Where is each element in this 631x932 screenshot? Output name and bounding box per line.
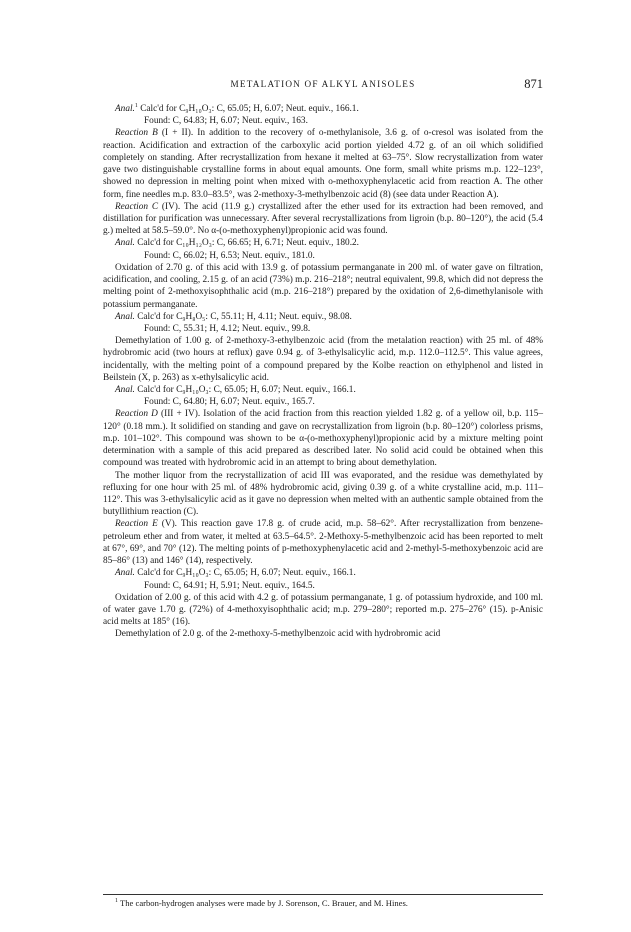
page-header — [103, 77, 543, 93]
paragraph-text: Oxidation of 2.70 g. of this acid with 13.9 g. of potassium permanganate in 200 ml. of water gave on filtration, acidification, and cooling, 2.15 g. of an acid (73%) m.p. 216–218°; neutral equivalent, 99.8, which did not depress the melting point of 2-methoxyisophthalic acid (m.p. 216–218°) prepared by the oxidation of 2,6-dimethylanisole with potassium permanganate. — [103, 262, 543, 310]
paragraph — [103, 103, 543, 115]
paragraph — [103, 201, 543, 238]
paragraph — [103, 311, 543, 323]
paragraph-lead: Reaction B — [115, 128, 158, 139]
page-number: 871 — [524, 77, 543, 91]
paragraph — [103, 628, 543, 640]
paragraph-text: Calc'd for C₉H₈O₅: C, 55.11; H, 4.11; Neut. equiv., 98.08. — [134, 311, 352, 322]
paragraph-text: Calc'd for C₉H₁₀O₃: C, 65.05; H, 6.07; Neut. equiv., 166.1. — [134, 568, 356, 579]
paragraph — [103, 470, 543, 519]
paragraph — [103, 115, 543, 127]
footnote-text: The carbon-hydrogen analyses were made by J. Sorenson, C. Brauer, and M. Hines. — [118, 898, 408, 908]
paragraph-text: (IV). The acid (11.9 g.) crystallized after the ether used for its extraction had been removed, and distillation for purification was unnecessary. After several recrystallizations from ligroin (b.p. 80–120°), the acid (5.4 g.) melted at 58.5–59.0°. No α-(o-methoxyphenyl)propionic acid was found. — [103, 201, 543, 237]
paragraph — [103, 250, 543, 262]
paragraph-text: Calc'd for C₁₀H₁₂O₃: C, 66.65; H, 6.71; Neut. equiv., 180.2. — [134, 238, 360, 249]
paragraph — [103, 262, 543, 311]
paragraph — [103, 127, 543, 200]
footnote-mark: 1 — [115, 898, 118, 905]
paragraph-text: Demethylation of 2.0 g. of the 2-methoxy-5-methylbenzoic acid with hydrobromic acid — [115, 629, 441, 640]
paragraph-text: Found: C, 64.83; H, 6.07; Neut. equiv., 163. — [144, 116, 308, 127]
paragraph — [103, 335, 543, 384]
paragraph — [103, 592, 543, 629]
paragraph-text: Oxidation of 2.00 g. of this acid with 4.2 g. of potassium permanganate, 1 g. of potassium hydroxide, and 100 ml. of water gave 1.70 g. (72%) of 4-methoxyisophthalic acid; m.p. 279–280°; reported m.p. 275–276° (15). p-Anisic acid melts at 185° (16). — [103, 592, 543, 628]
footnote-ref: 1 — [134, 102, 138, 109]
running-title: METALATION OF ALKYL ANISOLES — [230, 79, 416, 89]
paragraph-text: (I + II). In addition to the recovery of o-methylanisole, 3.6 g. of o-cresol was isolated from the reaction. Acidification and extraction of the carboxylic acid portion yielded 4.72 g. of an oil which solidified completely on standing. After recrystallization from hexane it melted at 63–75°. Slow recrystallization from water gave two distinguishable crystalline forms in about equal amounts. One form, small white prisms m.p. 122–123°, showed no depression in melting point when mixed with o-methoxyphenylacetic acid from reaction A. The other form, fine needles m.p. 83.0–83.5°, was 2-methoxy-3-methylbenzoic acid (8) (see data under Reaction A). — [103, 128, 543, 200]
paragraph — [103, 408, 543, 469]
paragraph-text: Found: C, 66.02; H, 6.53; Neut. equiv., 181.0. — [144, 250, 315, 261]
footnote — [103, 898, 543, 909]
paragraph-lead: Anal. — [115, 568, 135, 579]
paragraph-lead: Reaction E — [115, 519, 158, 530]
footnote-rule — [103, 894, 543, 895]
paragraph-text: The mother liquor from the recrystallization of acid III was evaporated, and the residue was demethylated by refluxing for one hour with 25 ml. of 48% hydrobromic acid, giving 0.39 g. of a white crystalline acid, m.p. 111–112°. This was 3-ethylsalicylic acid as it gave no depression when melted with an authentic sample obtained from the butyllithium reaction (C). — [103, 470, 543, 518]
paragraph-text: (V). This reaction gave 17.8 g. of crude acid, m.p. 58–62°. After recrystallization from benzene-petroleum ether and from water, it melted at 63.5–64.5°. 2-Methoxy-5-methylbenzoic acid has been reported to melt at 67°, 69°, and 70° (12). The melting points of p-methoxyphenylacetic acid and 2-methyl-5-methoxybenzoic acid are 85–86° (13) and 146° (14), respectively. — [103, 519, 543, 567]
paragraph-text: (III + IV). Isolation of the acid fraction from this reaction yielded 1.82 g. of a yellow oil, b.p. 115–120° (0.18 mm.). It solidified on standing and gave on recrystallization from ligroin (b.p. 80–120°) colorless prisms, m.p. 101–102°. This compound was shown to be α-(o-methoxyphenyl)propionic acid by a mixture melting point determination with a sample of this acid prepared as described later. No solid acid could be obtained when this compound was treated with hydrobromic acid in an attempt to bring about demethylation. — [103, 409, 543, 469]
paragraph-text: Found: C, 55.31; H, 4.12; Neut. equiv., 99.8. — [144, 323, 311, 334]
paragraph — [103, 237, 543, 249]
paragraph-text: Calc'd for C₉H₁₀O₃: C, 65.05; H, 6.07; Neut. equiv., 166.1. — [137, 104, 359, 114]
article-body — [103, 103, 543, 641]
paragraph-text: Calc'd for C₉H₁₀O₃: C, 65.05; H, 6.07; Neut. equiv., 166.1. — [134, 385, 356, 396]
paragraph — [103, 323, 543, 335]
paragraph-lead: Reaction C — [115, 201, 159, 212]
paragraph-text: Found: C, 64.91; H, 5.91; Neut. equiv., 164.5. — [144, 580, 315, 591]
paragraph-lead: Anal. — [115, 385, 135, 396]
paragraph-lead: Anal. — [115, 311, 135, 322]
paragraph-lead: Anal. — [115, 104, 135, 114]
paragraph — [103, 567, 543, 579]
paragraph-lead: Reaction D — [115, 409, 158, 420]
paragraph — [103, 396, 543, 408]
paragraph-text: Found: C, 64.80; H, 6.07; Neut. equiv., 165.7. — [144, 397, 315, 408]
paragraph — [103, 580, 543, 592]
paragraph — [103, 384, 543, 396]
paragraph-lead: Anal. — [115, 238, 135, 249]
paragraph — [103, 518, 543, 567]
paragraph-text: Demethylation of 1.00 g. of 2-methoxy-3-ethylbenzoic acid (from the metalation reaction) with 25 ml. of 48% hydrobromic acid (two hours at reflux) gave 0.94 g. of 3-ethylsalicylic acid, m.p. 112.0–112.5°. This value agrees, incidentally, with the melting point of a compound prepared by the Kolbe reaction on ethylphenol and listed in Beilstein (X, p. 263) as x-ethylsalicylic acid. — [103, 336, 543, 383]
